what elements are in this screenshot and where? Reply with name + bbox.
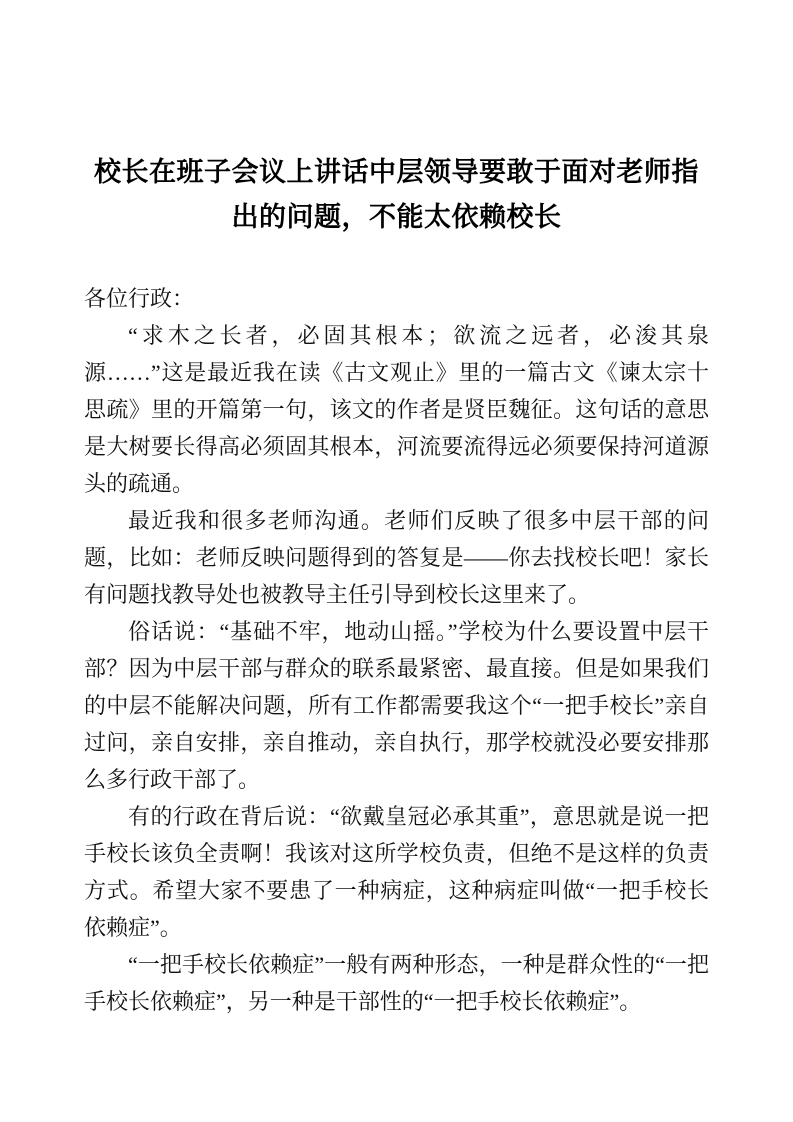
document-title: 校长在班子会议上讲话中层领导要敢于面对老师指出的问题，不能太依赖校长	[94, 157, 699, 232]
paragraph: 有的行政在背后说：“欲戴皇冠必承其重”，意思就是说一把手校长该负全责啊！我该对这所学校负责，但绝不是这样的负责方式。希望大家不要患了一种病症，这种病症叫做“一把手校长依赖症”。	[84, 804, 709, 940]
document-body	[84, 280, 709, 1020]
paragraph: “一把手校长依赖症”一般有两种形态，一种是群众性的“一把手校长依赖症”，另一种是干部性的“一把手校长依赖症”。	[84, 952, 709, 1014]
paragraph: “求木之长者，必固其根本；欲流之远者，必浚其泉源……”这是最近我在读《古文观止》里的一篇古文《谏太宗十思疏》里的开篇第一句，该文的作者是贤臣魏征。这句话的意思是大树要长得高必须固其根本，河流要流得远必须要保持河道源头的疏通。	[84, 323, 709, 496]
paragraph: 俗话说：“基础不牢，地动山摇。”学校为什么要设置中层干部？因为中层干部与群众的联系最紧密、最直接。但是如果我们的中层不能解决问题，所有工作都需要我这个“一把手校长”亲自过问，亲自安排，亲自推动，亲自执行，那学校就没必要安排那么多行政干部了。	[84, 619, 709, 792]
paragraph: 最近我和很多老师沟通。老师们反映了很多中层干部的问题，比如：老师反映问题得到的答复是——你去找校长吧！家长有问题找教导处也被教导主任引导到校长这里来了。	[84, 508, 709, 607]
salutation: 各位行政：	[84, 286, 195, 311]
